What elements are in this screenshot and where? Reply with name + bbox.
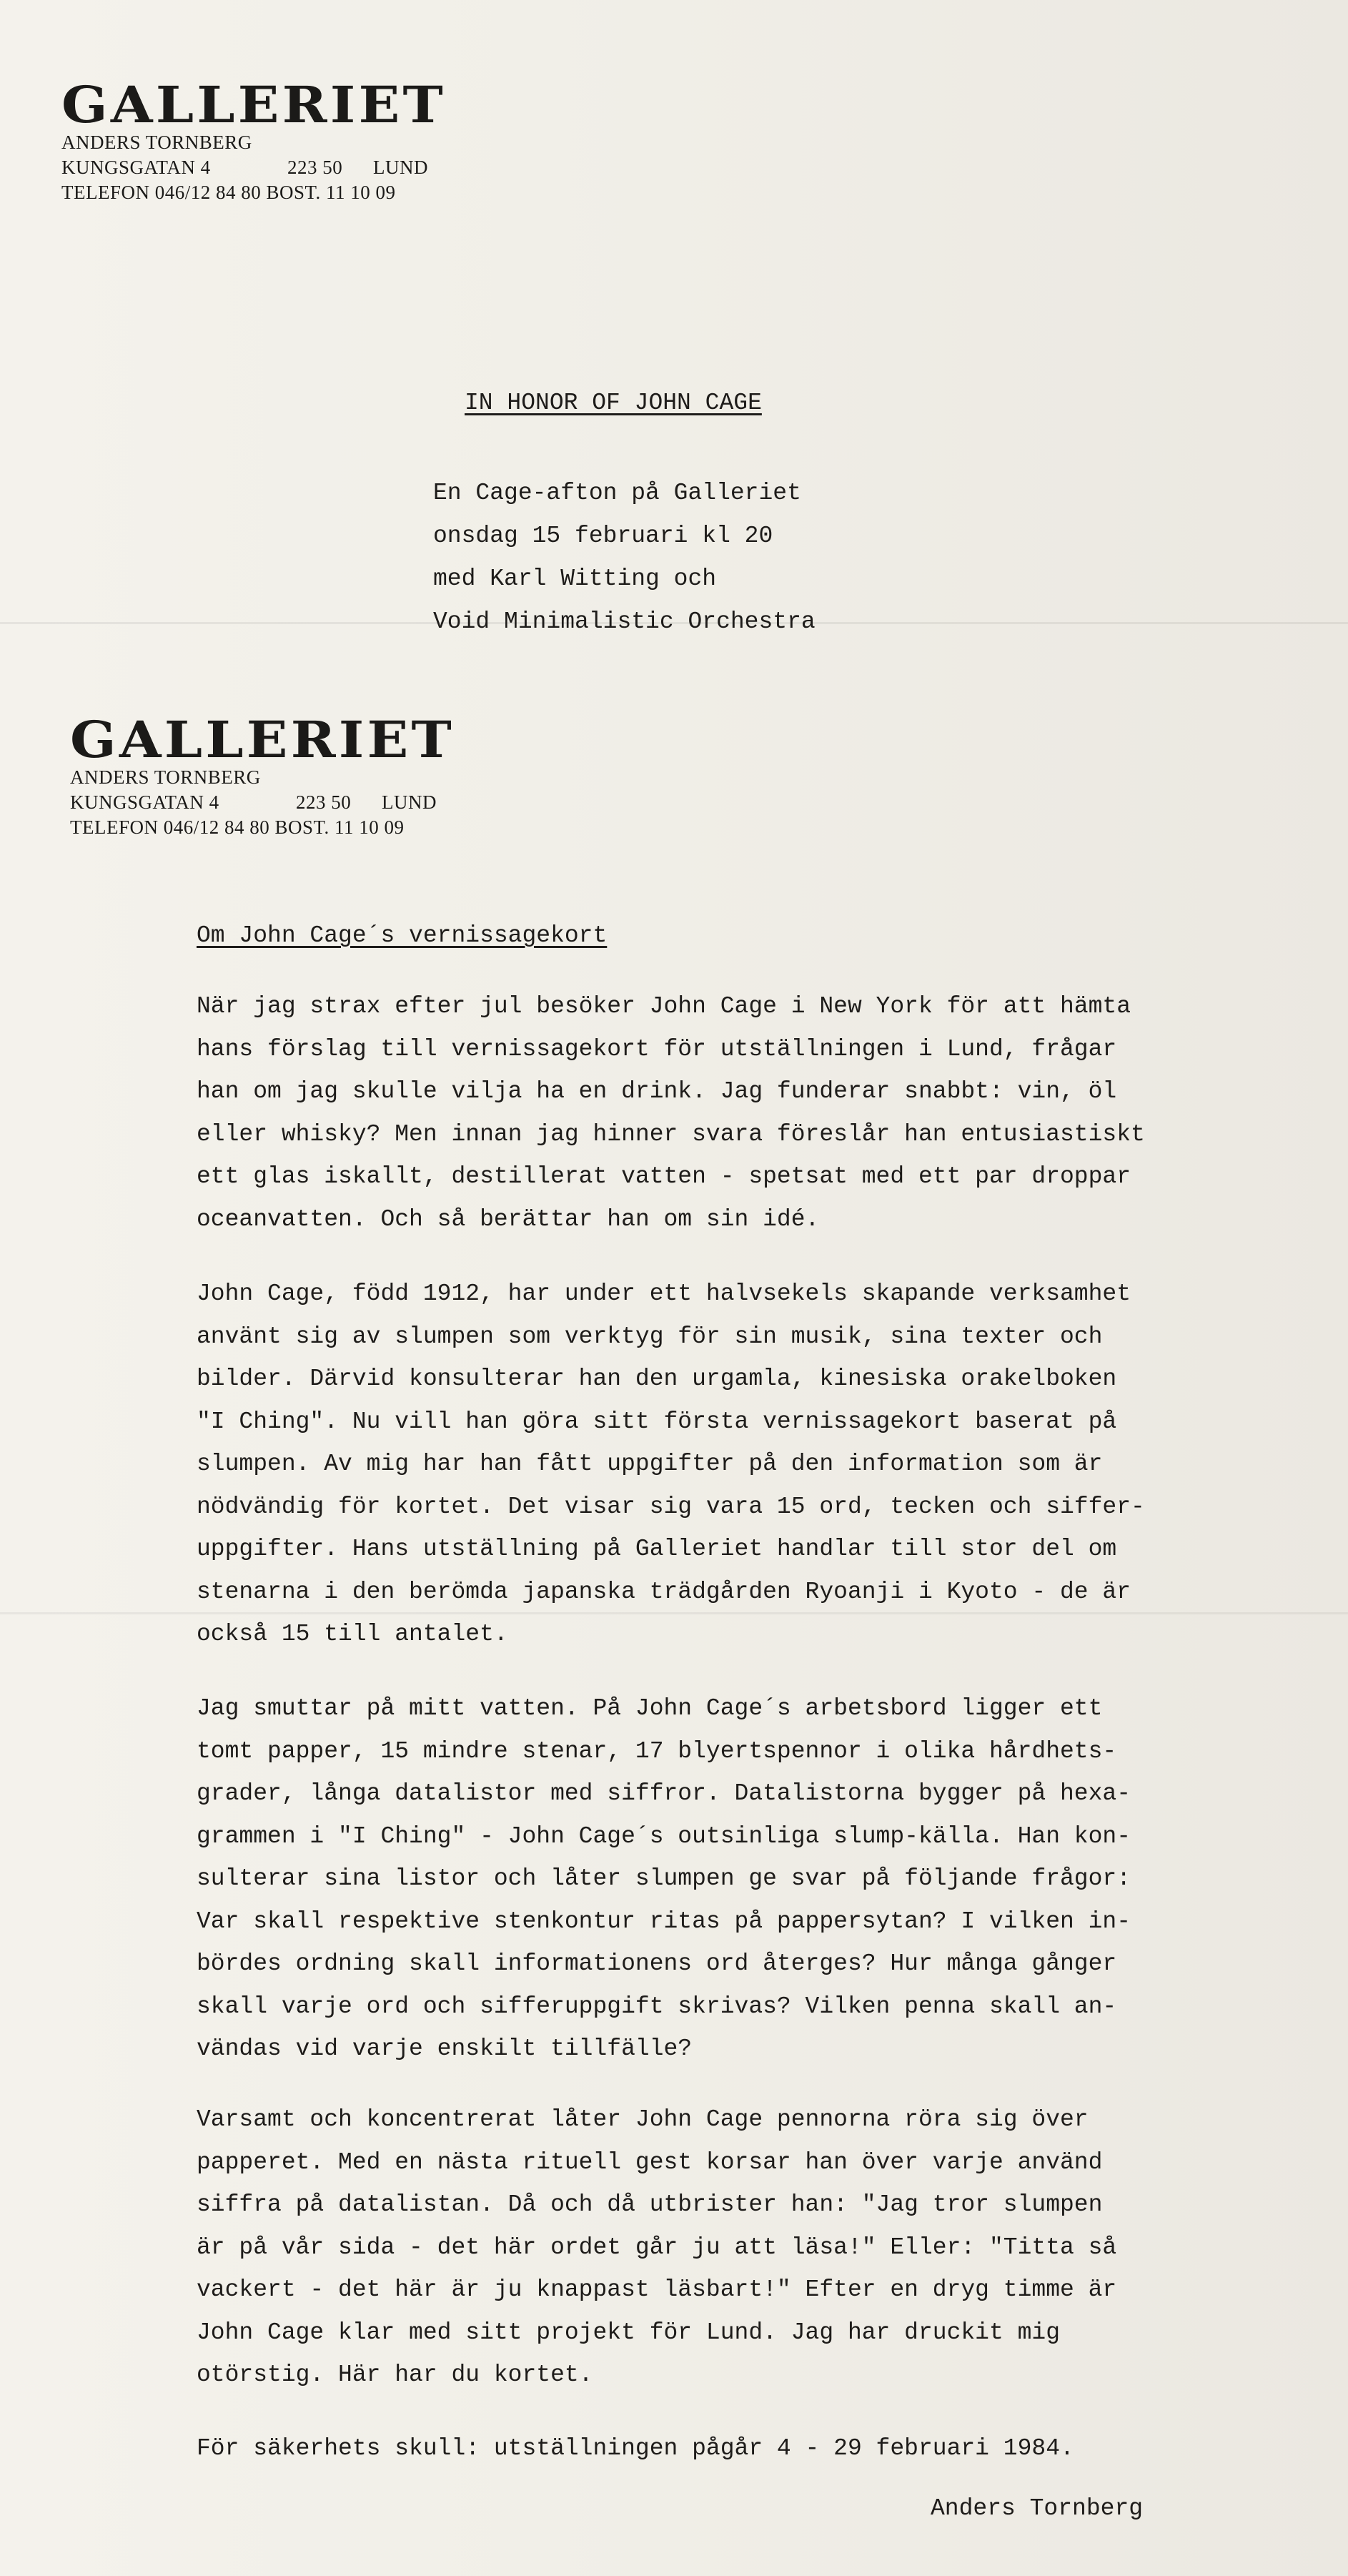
text-line: John Cage klar med sitt projekt för Lund. Jag har druckit mig [197,2319,1060,2346]
invitation-line: Void Minimalistic Orchestra [433,608,816,635]
text-line: nödvändig för kortet. Det visar sig vara 15 ord, tecken och siffer- [197,1493,1145,1520]
article-closing [197,2427,1254,2470]
letterhead-bost: BOST. 11 10 09 [274,816,405,838]
text-line: han om jag skulle vilja ha en drink. Jag funderar snabbt: vin, öl [197,1078,1117,1105]
text-line: bördes ordning skall informationens ord återges? Hur många gånger [197,1950,1117,1977]
letterhead-bost: BOST. 11 10 09 [266,182,396,203]
invitation-text [433,472,816,643]
text-line: skall varje ord och sifferuppgift skrivas? Vilken penna skall an- [197,1993,1117,2020]
text-line: uppgifter. Hans utställning på Galleriet handlar till stor del om [197,1536,1117,1562]
article-heading: Om John Cage´s vernissagekort [197,922,608,949]
text-line: grammen i "I Ching" - John Cage´s outsinliga slump-källa. Han kon- [197,1822,1131,1850]
letterhead-top [61,75,447,205]
letterhead-address [61,155,428,180]
article-paragraph [197,1687,1254,2071]
text-line: "I Ching". Nu vill han göra sitt första vernissagekort baserat på [197,1408,1117,1435]
text-line: är på vår sida - det här ordet går ju att läsa!" Eller: "Titta så [197,2234,1117,2261]
text-line: slumpen. Av mig har han fått uppgifter på den information som är [197,1451,1103,1477]
text-line: grader, långa datalistor med siffror. Datalistorna bygger på hexa- [197,1780,1131,1807]
signature: Anders Tornberg [931,2495,1144,2522]
text-line: vändas vid varje enskilt tillfälle? [197,2035,693,2062]
letterhead-phone: TELEFON 046/12 84 80 [61,182,262,203]
text-line: otörstig. Här har du kortet. [197,2362,593,2388]
text-line: Varsamt och koncentrerat låter John Cage pennorna röra sig över [197,2106,1089,2133]
letterhead-postcode: 223 50 [287,157,343,178]
letterhead-second [70,710,455,840]
text-line: För säkerhets skull: utställningen pågår 4 - 29 februari 1984. [197,2435,1074,2462]
invitation-title: IN HONOR OF JOHN CAGE [465,390,762,416]
gallery-logo: GALLERIET [61,75,447,134]
text-line: hans förslag till vernissagekort för utställningen i Lund, frågar [197,1035,1117,1062]
letterhead-city: LUND [382,791,437,813]
letterhead-street: KUNGSGATAN 4 [70,791,219,813]
letterhead-phone: TELEFON 046/12 84 80 [70,816,270,838]
invitation-line: En Cage-afton på Galleriet [433,480,801,506]
invitation-line: onsdag 15 februari kl 20 [433,523,773,549]
text-line: Jag smuttar på mitt vatten. På John Cage´s arbetsbord ligger ett [197,1695,1103,1722]
letterhead-address [70,790,437,815]
text-line: använt sig av slumpen som verktyg för sin musik, sina texter och [197,1323,1103,1350]
text-line: eller whisky? Men innan jag hinner svara föreslår han entusiastiskt [197,1120,1145,1148]
text-line: sulterar sina listor och låter slumpen ge svar på följande frågor: [197,1865,1131,1892]
letterhead-city: LUND [373,157,428,178]
text-line: vackert - det här är ju knappast läsbart!" Efter en dryg timme är [197,2276,1117,2303]
text-line: ett glas iskallt, destillerat vatten - spetsat med ett par droppar [197,1163,1131,1190]
gallery-logo: GALLERIET [70,710,455,769]
letterhead-street: KUNGSGATAN 4 [61,157,211,178]
letterhead-owner: ANDERS TORNBERG [61,132,252,153]
text-line: papperet. Med en nästa rituell gest korsar han över varje använd [197,2148,1103,2176]
text-line: Var skall respektive stenkontur ritas på pappersytan? I vilken in- [197,1908,1131,1935]
letterhead-phone-row [70,815,437,840]
text-line: tomt papper, 15 mindre stenar, 17 blyertspennor i olika hårdhets- [197,1737,1117,1765]
letterhead-owner: ANDERS TORNBERG [70,766,261,788]
text-line: stenarna i den berömda japanska trädgården Ryoanji i Kyoto - de är [197,1578,1131,1605]
text-line: John Cage, född 1912, har under ett halvsekels skapande verksamhet [197,1280,1131,1307]
invitation-line: med Karl Witting och [433,566,717,592]
text-line: oceanvatten. Och så berättar han om sin idé. [197,1205,820,1233]
text-line: också 15 till antalet. [197,1621,508,1647]
text-line: När jag strax efter jul besöker John Cage i New York för att hämta [197,993,1131,1020]
text-line: bilder. Därvid konsulterar han den urgamla, kinesiska orakelboken [197,1366,1117,1392]
article-paragraph [197,2098,1254,2397]
article-paragraph [197,985,1254,1240]
text-line: siffra på datalistan. Då och då utbrister han: "Jag tror slumpen [197,2191,1103,2218]
article-paragraph [197,1273,1254,1656]
letterhead-phone-row [61,180,428,205]
letterhead-postcode: 223 50 [296,791,352,813]
